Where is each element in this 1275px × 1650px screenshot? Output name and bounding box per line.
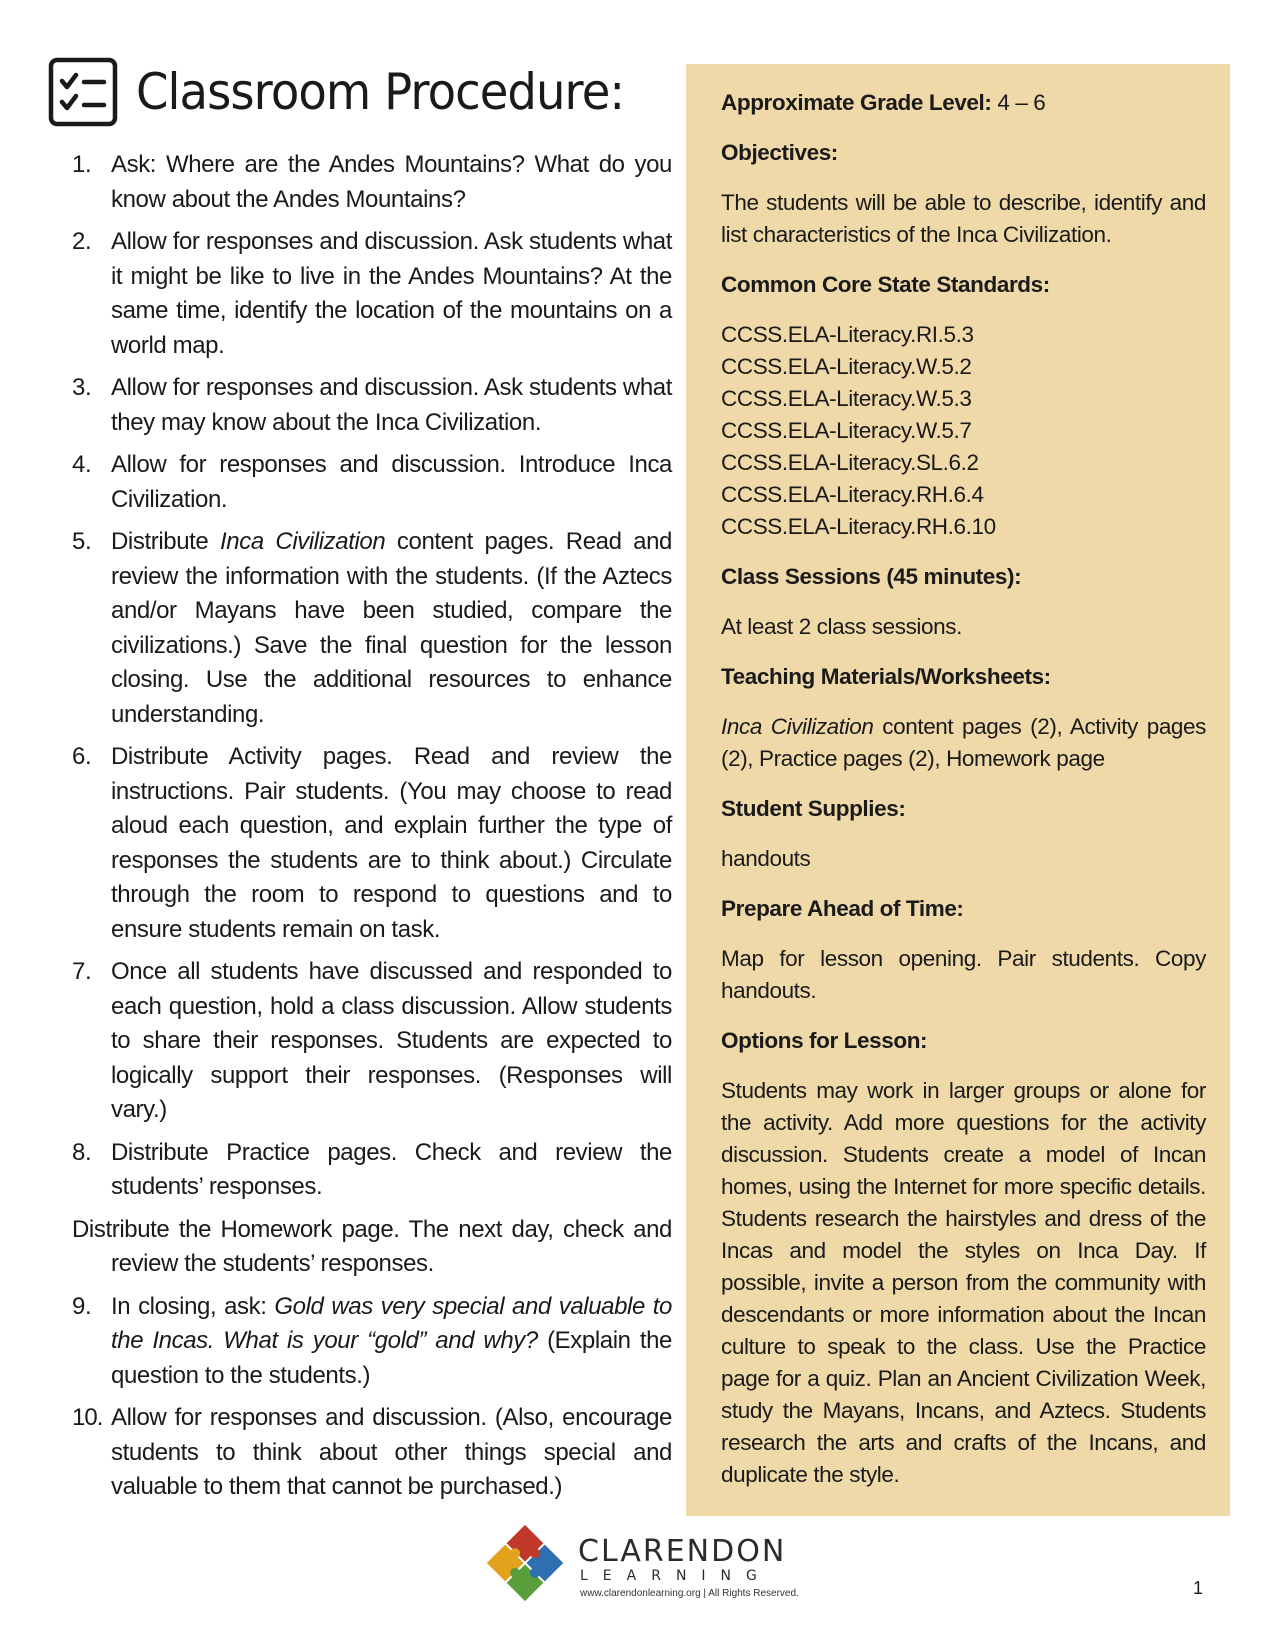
procedure-step-9 xyxy=(72,1290,672,1394)
prepare-heading: Prepare Ahead of Time: xyxy=(721,896,964,921)
procedure-step-5 xyxy=(72,525,672,732)
step-text: Distribute Activity pages. Read and review the instructions. Pair students. (You may choose to read aloud each question, and explain further the type of responses the students are to think about.) Circulate through the room to respond to questions and to ensure students remain on task. xyxy=(111,743,672,943)
standards-list xyxy=(721,319,1206,543)
puzzle-logo-icon xyxy=(484,1522,566,1604)
step-text: Distribute Practice pages. Check and review the students’ responses. xyxy=(111,1138,672,1200)
standard-item: CCSS.ELA-Literacy.RH.6.4 xyxy=(721,482,984,507)
step-number: 4. xyxy=(72,451,92,478)
homework-instruction: Distribute the Homework page. The next day, check and review the students’ responses. xyxy=(72,1215,672,1277)
page-title: Classroom Procedure: xyxy=(136,63,625,121)
step-text: Allow for responses and discussion. (Also, encourage students to think about other things special and valuable to them that cannot be purchased.) xyxy=(111,1404,672,1500)
materials-rest: content pages (2), Activity pages (2), Practice pages (2), Homework page xyxy=(721,714,1207,771)
step-text-post: (Explain the question to the students.) xyxy=(111,1327,672,1389)
footer-brand xyxy=(484,1522,814,1612)
materials-italic: Inca Civilization xyxy=(721,714,874,739)
brand-url: www.clarendonlearning.org | All Rights Reserved. xyxy=(580,1588,799,1599)
brand-subtitle: LEARNING xyxy=(580,1568,772,1584)
step-number: 8. xyxy=(72,1138,92,1166)
step-text: Once all students have discussed and responded to each question, hold a class discussion. Allow students to share their responses. Students are expected to logically support their responses. (Responses will vary.) xyxy=(111,958,672,1123)
step-text-italic: Inca Civilization xyxy=(220,528,386,555)
materials-text xyxy=(721,711,1206,775)
page-header xyxy=(48,52,661,132)
lesson-info-sidebar xyxy=(686,64,1230,1516)
class-sessions-heading: Class Sessions (45 minutes): xyxy=(721,564,1022,589)
step-number: 7. xyxy=(72,958,92,985)
checklist-icon xyxy=(48,57,118,127)
prepare-text: Map for lesson opening. Pair students. Copy handouts. xyxy=(721,946,1206,1003)
options-text: Students may work in larger groups or alone for the activity. Add more questions for the activity discussion. Students create a model of Incan homes, using the Internet for more specific details. Students research the hairstyles and dress of the Incas and model the styles on Inca Day. If possible, invite a person from the community with descendants or more information about the Incan culture to speak to the class. Use the Practice page for a quiz. Plan an Ancient Civilization Week, study the Mayans, Incans, and Aztecs. Students research the arts and crafts of the Incans, and duplicate the style. xyxy=(721,1078,1206,1487)
step-text: Allow for responses and discussion. Introduce Inca Civilization. xyxy=(111,451,672,513)
procedure-step-6 xyxy=(72,740,672,947)
standard-item: CCSS.ELA-Literacy.W.5.7 xyxy=(721,418,972,443)
step-text-italic: Gold was very special and valuable to the Incas. What is your “gold” and why? xyxy=(111,1292,672,1354)
page-number: 1 xyxy=(1193,1578,1204,1598)
supplies-text: handouts xyxy=(721,846,811,871)
brand-name: CLARENDON xyxy=(578,1534,787,1569)
step-text-pre: In closing, ask: xyxy=(111,1292,275,1320)
step-number: 10. xyxy=(72,1404,103,1431)
standard-item: CCSS.ELA-Literacy.SL.6.2 xyxy=(721,450,979,475)
step-text: Allow for responses and discussion. Ask students what they may know about the Inca Civilization. xyxy=(111,374,672,436)
step-text-post: content pages. Read and review the information with the students. (If the Aztecs and/or Mayans have been studied, compare the civilizations.) Save the final question for the lesson closing. Use the additional resources to enhance understanding. xyxy=(111,528,672,728)
standards-heading: Common Core State Standards: xyxy=(721,272,1050,297)
step-number: 2. xyxy=(72,228,92,255)
options-heading: Options for Lesson: xyxy=(721,1028,928,1053)
standard-item: CCSS.ELA-Literacy.RI.5.3 xyxy=(721,322,974,347)
procedure-list xyxy=(72,148,672,1513)
step-number: 1. xyxy=(72,151,92,178)
standard-item: CCSS.ELA-Literacy.RH.6.10 xyxy=(721,514,996,539)
procedure-step-4 xyxy=(72,448,672,517)
grade-level-label: Approximate Grade Level: xyxy=(721,90,992,115)
class-sessions-text: At least 2 class sessions. xyxy=(721,614,962,639)
step-text: Allow for responses and discussion. Ask students what it might be like to live in the Andes Mountains? At the same time, identify the location of the mountains on a world map. xyxy=(111,228,672,359)
materials-heading: Teaching Materials/Worksheets: xyxy=(721,664,1051,689)
step-number: 9. xyxy=(72,1292,92,1320)
procedure-step-8 xyxy=(72,1136,672,1205)
procedure-step-3 xyxy=(72,371,672,440)
supplies-heading: Student Supplies: xyxy=(721,796,906,821)
standard-item: CCSS.ELA-Literacy.W.5.3 xyxy=(721,386,972,411)
procedure-step-2 xyxy=(72,225,672,363)
procedure-step-7 xyxy=(72,955,672,1128)
procedure-step-10 xyxy=(72,1401,672,1505)
step-text: Ask: Where are the Andes Mountains? What do you know about the Andes Mountains? xyxy=(111,151,672,213)
step-number: 3. xyxy=(72,374,92,401)
step-number: 6. xyxy=(72,743,92,770)
grade-level xyxy=(721,87,1206,119)
objectives-heading: Objectives: xyxy=(721,140,838,165)
procedure-step-1 xyxy=(72,148,672,217)
objectives-text: The students will be able to describe, identify and list characteristics of the Inca Civilization. xyxy=(721,190,1206,247)
grade-level-value: 4 – 6 xyxy=(997,90,1046,115)
step-text-pre: Distribute xyxy=(111,528,220,555)
standard-item: CCSS.ELA-Literacy.W.5.2 xyxy=(721,354,972,379)
step-number: 5. xyxy=(72,528,92,555)
